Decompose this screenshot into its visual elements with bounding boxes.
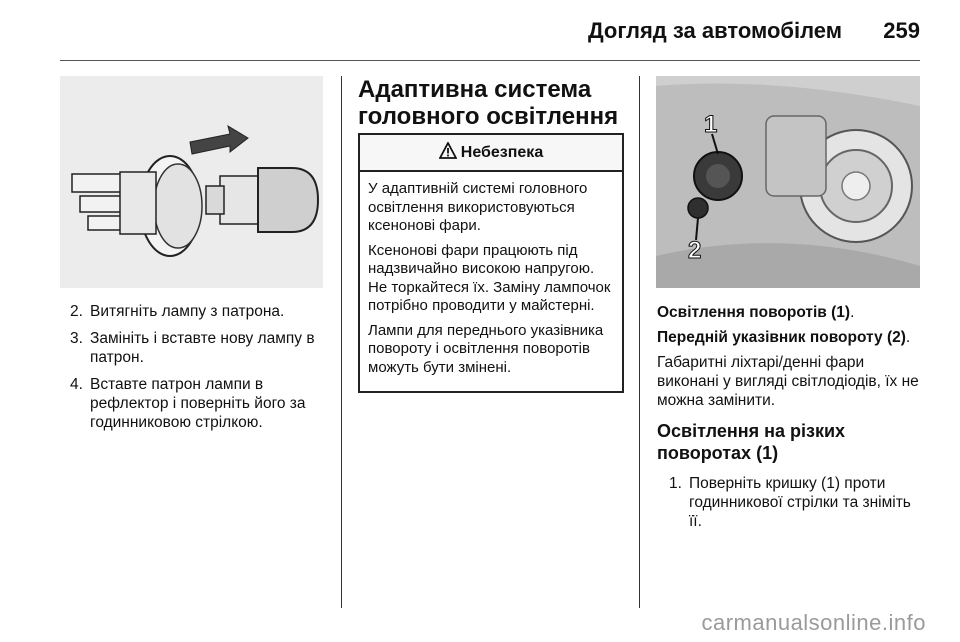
section-title: Адаптивна система головного освітлення [358, 76, 619, 130]
warning-paragraph: Ксенонові фари працюють під надзвичайно високою напругою. Не торкайтеся їх. Заміну лампочок потрібно проводити у майстерні. [368, 241, 611, 314]
watermark: carmanualsonline.info [701, 610, 926, 635]
warning-box [358, 133, 624, 393]
caption-indicator: Передній указівник повороту (2). [657, 329, 911, 346]
headlamp-photo [656, 76, 920, 288]
column-divider-left [341, 76, 342, 608]
steps-list [66, 302, 334, 432]
column-divider-right [639, 76, 640, 608]
bulb-socket-illustration [60, 76, 323, 288]
list-item: 3. Замініть і вставте нову лампу в патрон. [70, 330, 315, 366]
headlamp-icon [656, 76, 920, 288]
warning-label: Небезпека [460, 143, 544, 161]
callout-2: 2 [688, 237, 702, 264]
list-item: 4. Вставте патрон лампи в рефлектор і поверніть його за годинниковою стрілкою. [70, 376, 306, 431]
left-column-text [66, 302, 334, 440]
page-header [0, 0, 960, 60]
warning-body [360, 172, 622, 391]
header-rule [60, 60, 920, 61]
warning-paragraph: Лампи для переднього указівника повороту і освітлення поворотів можуть бути змінені. [368, 321, 604, 376]
bulb-socket-icon [60, 76, 323, 288]
middle-column [358, 76, 628, 130]
callout-1: 1 [704, 111, 718, 138]
warning-header [360, 135, 622, 172]
warning-triangle-icon [439, 142, 457, 164]
page-number: 259 [883, 18, 920, 43]
steps-list [657, 474, 927, 531]
body-paragraph: Габаритні ліхтарі/денні фари виконані у вигляді світлодіодів, їх не можна замінити. [657, 354, 919, 409]
chapter-title: Догляд за автомобілем [587, 18, 842, 43]
list-item: 2. Витягніть лампу з патрона. [70, 303, 285, 320]
caption-turn-light: Освітлення поворотів (1). [657, 304, 855, 321]
list-item: 1. Поверніть кришку (1) проти годинникової стрілки та зніміть її. [669, 475, 911, 530]
subheading: Освітлення на різких поворотах (1) [657, 421, 846, 463]
warning-paragraph: У адаптивній системі головного освітлення використовуються ксенонові фари. [368, 180, 588, 234]
right-column-text [657, 303, 927, 539]
